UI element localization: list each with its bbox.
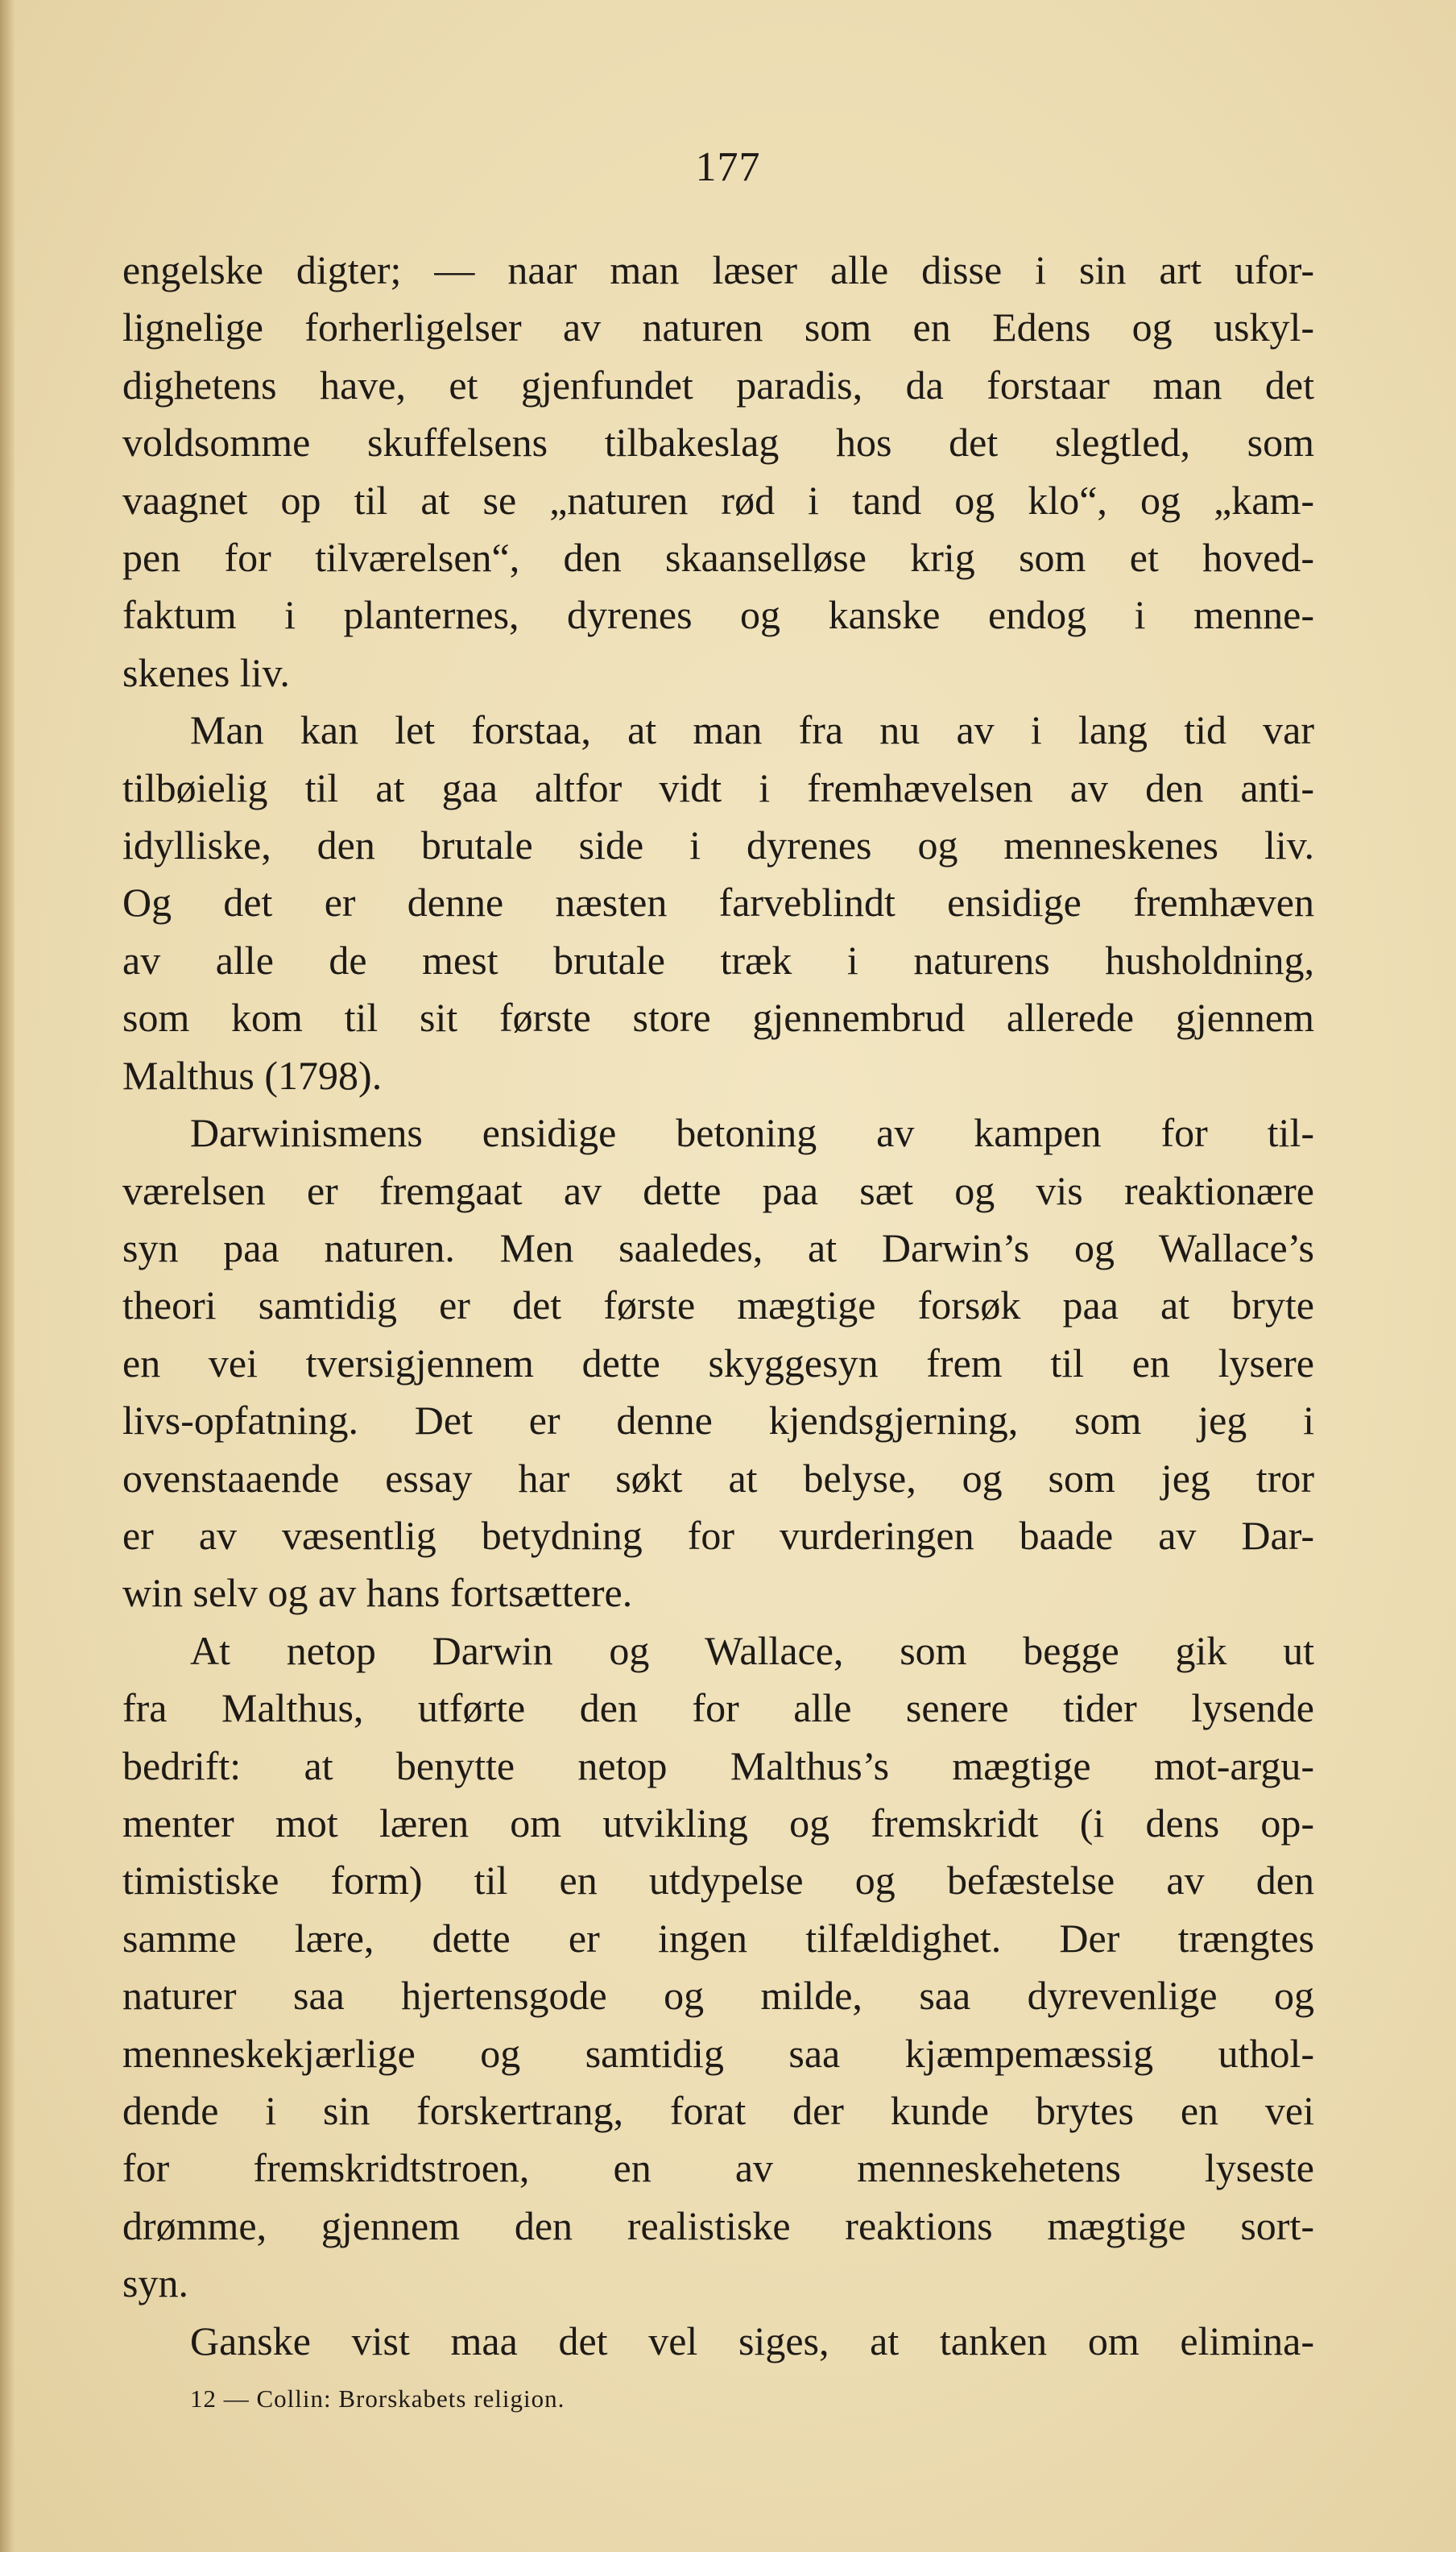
page-number: 177 — [695, 144, 761, 190]
text-line: menter mot læren om utvikling og fremskridt (i dens op- — [122, 1800, 1314, 1846]
paragraph — [122, 2313, 1314, 2370]
text-line: drømme, gjennem den realistiske reaktions mægtige sort- — [122, 2202, 1314, 2248]
text-line: fra Malthus, utførte den for alle senere tider lysende — [122, 1685, 1314, 1731]
text-line: en vei tversigjennem dette skyggesyn frem til en lysere — [122, 1340, 1314, 1386]
text-line: Man kan let forstaa, at man fra nu av i lang tid var — [190, 707, 1314, 753]
text-line: syn paa naturen. Men saaledes, at Darwin’s og Wallace’s — [122, 1224, 1314, 1270]
page-gutter — [0, 0, 14, 2552]
text-line: At netop Darwin og Wallace, som begge gik ut — [190, 1627, 1314, 1673]
text-line: idylliske, den brutale side i dyrenes og menneskenes liv. — [122, 822, 1314, 868]
text-line: timistiske form) til en utdypelse og befæstelse av den — [122, 1858, 1314, 1904]
text-line: livs-opfatning. Det er denne kjendsgjerning, som jeg i — [122, 1398, 1314, 1444]
text-line: Darwinismens ensidige betoning av kampen for til- — [190, 1110, 1314, 1156]
text-line: engelske digter; — naar man læser alle disse i sin art ufor- — [122, 247, 1314, 292]
page-footer-signature: 12 — Collin: Brorskabets religion. — [190, 2384, 565, 2413]
text-line: dighetens have, et gjenfundet paradis, da forstaar man det — [122, 362, 1314, 408]
text-line: faktum i planternes, dyrenes og kanske endog i menne- — [122, 592, 1314, 638]
body-text — [122, 242, 1314, 2370]
text-line: menneskekjærlige og samtidig saa kjæmpemæssig uthol- — [122, 2030, 1314, 2076]
text-line: Ganske vist maa det vel siges, at tanken om elimina- — [190, 2318, 1314, 2364]
text-line: som kom til sit første store gjennembrud allerede gjennem — [122, 995, 1314, 1041]
paragraph — [122, 1104, 1314, 1622]
text-line: theori samtidig er det første mægtige forsøk paa at bryte — [122, 1282, 1314, 1328]
text-line: samme lære, dette er ingen tilfældighet. Der trængtes — [122, 1915, 1314, 1961]
text-line: tilbøielig til at gaa altfor vidt i fremhævelsen av den anti- — [122, 764, 1314, 810]
paragraph — [122, 1622, 1314, 2313]
text-line: er av væsentlig betydning for vurderingen baade av Dar- — [122, 1512, 1314, 1558]
text-line: Og det er denne næsten farveblindt ensidige fremhæven — [122, 880, 1314, 926]
text-line: skenes liv. — [122, 649, 290, 695]
paragraph — [122, 242, 1314, 702]
text-line: vaagnet op til at se „naturen rød i tand og klo“, og „kam- — [122, 477, 1314, 523]
text-line: voldsomme skuffelsens tilbakeslag hos det slegtled, som — [122, 420, 1314, 466]
text-line: dende i sin forskertrang, forat der kunde brytes en vei — [122, 2088, 1314, 2133]
text-line: pen for tilværelsen“, den skaanselløse krig som et hoved- — [122, 535, 1314, 581]
text-line: naturer saa hjertensgode og milde, saa dyrevenlige og — [122, 1973, 1314, 2019]
text-line: for fremskridtstroen, en av menneskehetens lyseste — [122, 2145, 1314, 2191]
text-line: Malthus (1798). — [122, 1052, 383, 1098]
text-line: syn. — [122, 2260, 188, 2306]
text-line: av alle de mest brutale træk i naturens husholdning, — [122, 937, 1314, 983]
text-line: win selv og av hans fortsættere. — [122, 1570, 633, 1616]
text-line: ovenstaaende essay har søkt at belyse, og som jeg tror — [122, 1455, 1314, 1501]
text-line: bedrift: at benytte netop Malthus’s mægtige mot-argu- — [122, 1742, 1314, 1788]
paragraph — [122, 702, 1314, 1104]
text-line: værelsen er fremgaat av dette paa sæt og vis reaktionære — [122, 1167, 1314, 1213]
text-line: lignelige forherligelser av naturen som en Edens og uskyl- — [122, 304, 1314, 350]
